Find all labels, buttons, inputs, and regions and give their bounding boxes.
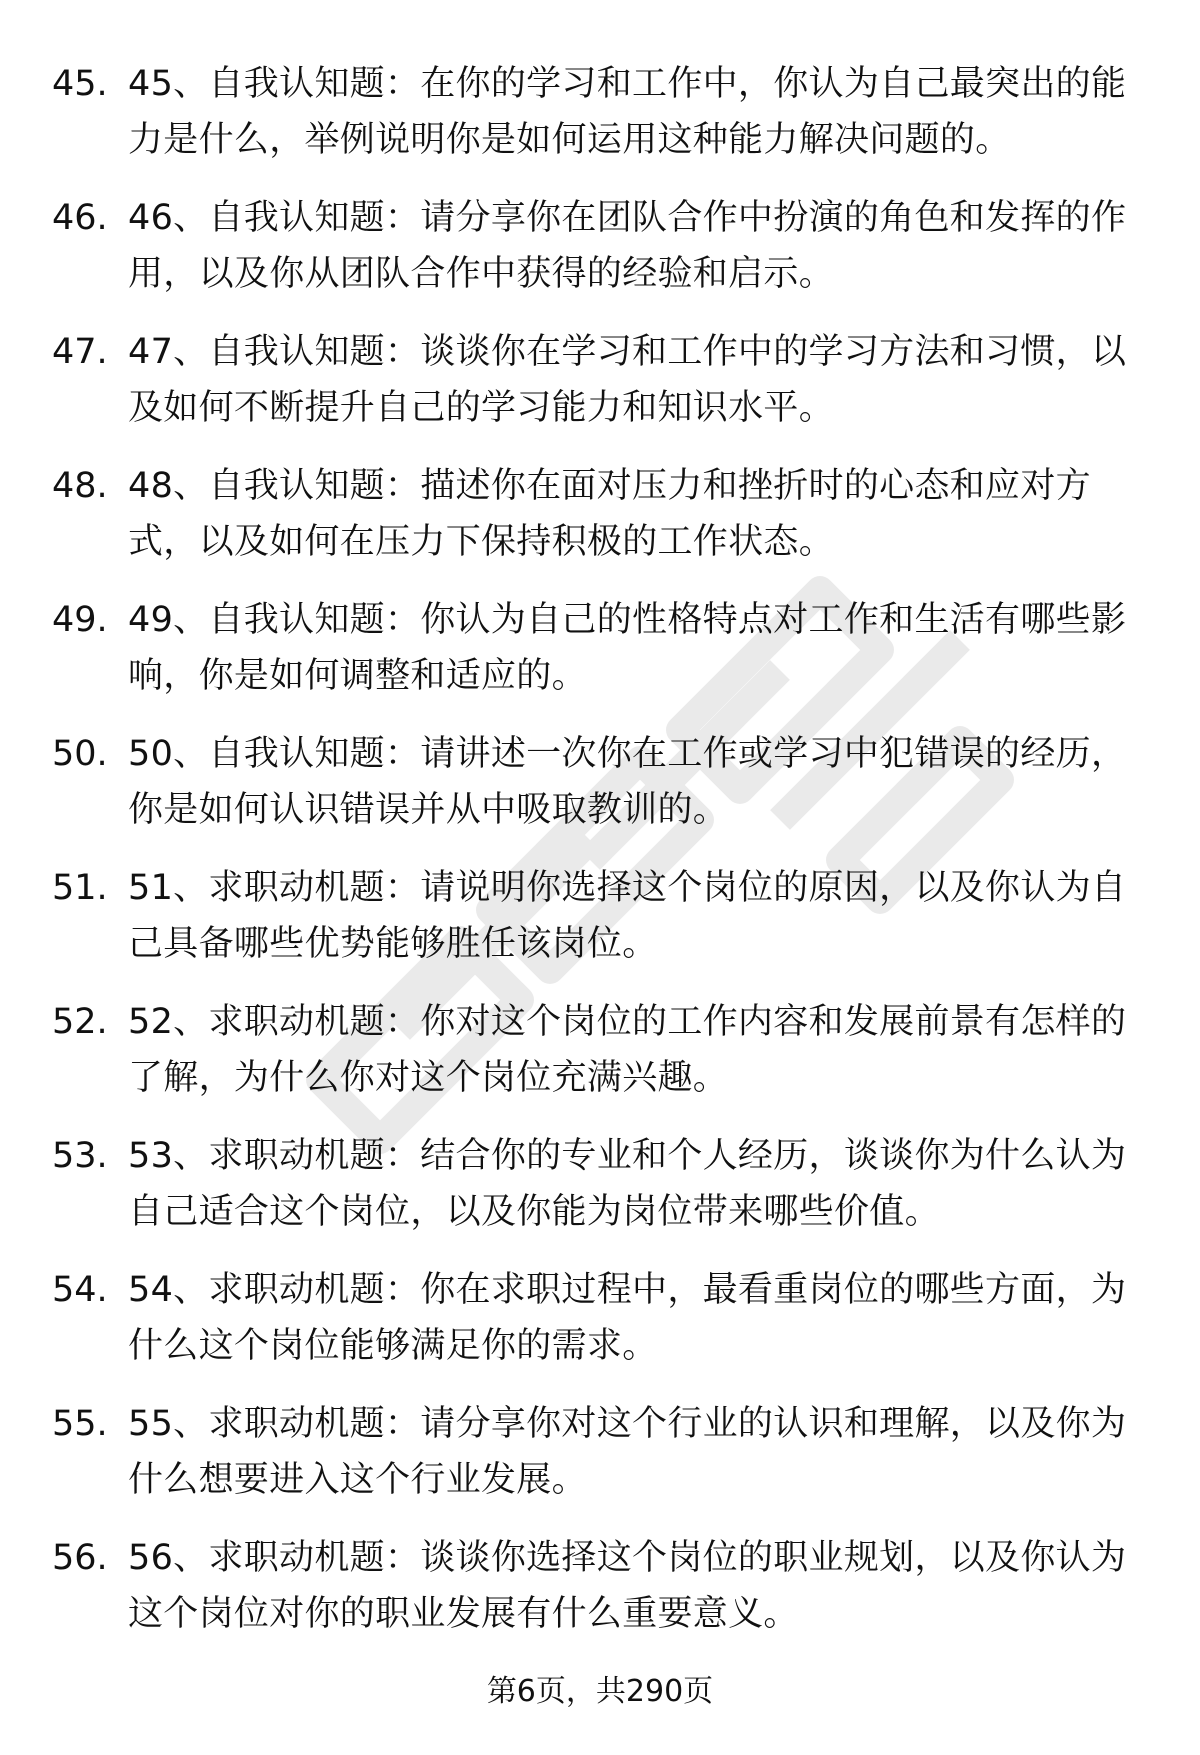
question-number: 49. <box>52 600 108 640</box>
question-item <box>0 324 1200 458</box>
question-text: 46、自我认知题：请分享你在团队合作中扮演的角色和发挥的作用，以及你从团队合作中获得的经验和启示。 <box>128 198 1127 294</box>
question-item <box>0 726 1200 860</box>
question-text: 54、求职动机题：你在求职过程中，最看重岗位的哪些方面，为什么这个岗位能够满足你的需求。 <box>128 1270 1127 1366</box>
question-number: 45. <box>52 64 108 104</box>
question-item <box>0 1530 1200 1664</box>
question-number: 56. <box>52 1538 108 1578</box>
question-text: 55、求职动机题：请分享你对这个行业的认识和理解，以及你为什么想要进入这个行业发展。 <box>128 1404 1127 1500</box>
question-text: 53、求职动机题：结合你的专业和个人经历，谈谈你为什么认为自己适合这个岗位，以及你能为岗位带来哪些价值。 <box>128 1136 1127 1232</box>
question-text: 49、自我认知题：你认为自己的性格特点对工作和生活有哪些影响，你是如何调整和适应的。 <box>128 600 1127 696</box>
question-item <box>0 458 1200 592</box>
question-item <box>0 56 1200 190</box>
question-number: 46. <box>52 198 108 238</box>
question-item <box>0 860 1200 994</box>
question-list <box>0 56 1200 1664</box>
question-text: 56、求职动机题：谈谈你选择这个岗位的职业规划，以及你认为这个岗位对你的职业发展有什么重要意义。 <box>128 1538 1127 1634</box>
question-item <box>0 1128 1200 1262</box>
page-indicator: 第6页，共290页 <box>486 1674 714 1709</box>
question-number: 50. <box>52 734 108 774</box>
question-item <box>0 1262 1200 1396</box>
question-text: 45、自我认知题：在你的学习和工作中，你认为自己最突出的能力是什么，举例说明你是如何运用这种能力解决问题的。 <box>128 64 1127 160</box>
question-number: 47. <box>52 332 108 372</box>
question-item <box>0 190 1200 324</box>
question-number: 55. <box>52 1404 108 1444</box>
question-item <box>0 592 1200 726</box>
question-text: 51、求职动机题：请说明你选择这个岗位的原因，以及你认为自己具备哪些优势能够胜任该岗位。 <box>128 868 1127 964</box>
question-text: 50、自我认知题：请讲述一次你在工作或学习中犯错误的经历，你是如何认识错误并从中吸取教训的。 <box>128 734 1127 830</box>
question-number: 48. <box>52 466 108 506</box>
question-text: 47、自我认知题：谈谈你在学习和工作中的学习方法和习惯，以及如何不断提升自己的学习能力和知识水平。 <box>128 332 1127 428</box>
question-number: 53. <box>52 1136 108 1176</box>
question-item <box>0 1396 1200 1530</box>
question-number: 54. <box>52 1270 108 1310</box>
question-number: 51. <box>52 868 108 908</box>
question-number: 52. <box>52 1002 108 1042</box>
question-text: 48、自我认知题：描述你在面对压力和挫折时的心态和应对方式，以及如何在压力下保持积极的工作状态。 <box>128 466 1091 562</box>
question-text: 52、求职动机题：你对这个岗位的工作内容和发展前景有怎样的了解，为什么你对这个岗位充满兴趣。 <box>128 1002 1127 1098</box>
question-item <box>0 994 1200 1128</box>
